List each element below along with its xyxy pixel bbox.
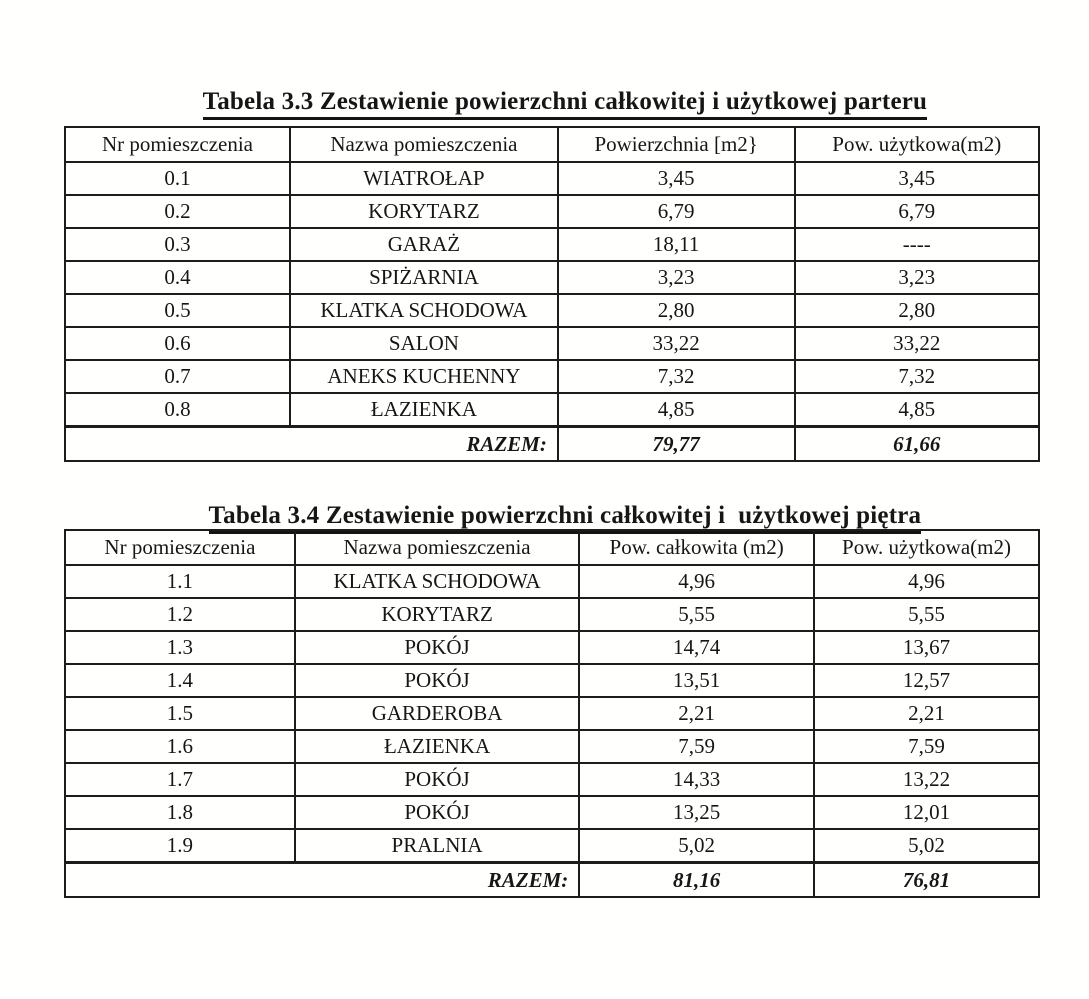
cell-nr: 0.3 (65, 228, 290, 261)
header-pow-uzytkowa: Pow. użytkowa(m2) (814, 530, 1039, 565)
cell-pow: 5,02 (579, 829, 814, 863)
cell-pow: 7,32 (558, 360, 795, 393)
cell-uzyt: 3,23 (795, 261, 1040, 294)
table-row (65, 664, 1039, 697)
cell-uzyt: 13,67 (814, 631, 1039, 664)
total-pow: 79,77 (558, 427, 795, 462)
cell-nazwa: POKÓJ (295, 631, 579, 664)
cell-uzyt: 13,22 (814, 763, 1039, 796)
table-header-row (65, 127, 1039, 162)
first-floor-area-table (64, 529, 1040, 898)
cell-pow: 5,55 (579, 598, 814, 631)
total-uzyt: 61,66 (795, 427, 1040, 462)
header-pow-calkowita: Pow. całkowita (m2) (579, 530, 814, 565)
table-row (65, 294, 1039, 327)
table-row (65, 261, 1039, 294)
cell-nazwa: KORYTARZ (295, 598, 579, 631)
table-row (65, 228, 1039, 261)
cell-uzyt: 12,57 (814, 664, 1039, 697)
total-pow: 81,16 (579, 863, 814, 898)
cell-uzyt: 33,22 (795, 327, 1040, 360)
cell-nazwa: WIATROŁAP (290, 162, 558, 195)
cell-nr: 0.7 (65, 360, 290, 393)
cell-nr: 0.1 (65, 162, 290, 195)
cell-nr: 1.6 (65, 730, 295, 763)
cell-uzyt: 4,96 (814, 565, 1039, 598)
cell-pow: 14,74 (579, 631, 814, 664)
cell-uzyt: 3,45 (795, 162, 1040, 195)
header-nr-pomieszczenia: Nr pomieszczenia (65, 530, 295, 565)
total-label: RAZEM: (65, 863, 579, 898)
cell-nazwa: PRALNIA (295, 829, 579, 863)
cell-nr: 1.5 (65, 697, 295, 730)
cell-nr: 1.2 (65, 598, 295, 631)
cell-nr: 1.1 (65, 565, 295, 598)
cell-nr: 0.5 (65, 294, 290, 327)
table-row (65, 327, 1039, 360)
header-nazwa-pomieszczenia: Nazwa pomieszczenia (295, 530, 579, 565)
cell-nr: 1.7 (65, 763, 295, 796)
cell-nazwa: KLATKA SCHODOWA (290, 294, 558, 327)
table-row (65, 730, 1039, 763)
cell-pow: 33,22 (558, 327, 795, 360)
header-nr-pomieszczenia: Nr pomieszczenia (65, 127, 290, 162)
cell-nazwa: POKÓJ (295, 796, 579, 829)
cell-nazwa: POKÓJ (295, 763, 579, 796)
table-row (65, 697, 1039, 730)
cell-uzyt: 12,01 (814, 796, 1039, 829)
table-row (65, 631, 1039, 664)
cell-nazwa: ŁAZIENKA (290, 393, 558, 427)
table-row (65, 360, 1039, 393)
cell-pow: 4,85 (558, 393, 795, 427)
cell-nazwa: GARDEROBA (295, 697, 579, 730)
table-row (65, 598, 1039, 631)
cell-pow: 18,11 (558, 228, 795, 261)
total-row (65, 427, 1039, 462)
cell-nr: 0.4 (65, 261, 290, 294)
cell-uzyt: 4,85 (795, 393, 1040, 427)
cell-nazwa: POKÓJ (295, 664, 579, 697)
cell-nazwa: SPIŻARNIA (290, 261, 558, 294)
cell-nazwa: KLATKA SCHODOWA (295, 565, 579, 598)
header-powierzchnia: Powierzchnia [m2} (558, 127, 795, 162)
cell-nr: 0.6 (65, 327, 290, 360)
total-label: RAZEM: (65, 427, 558, 462)
table-3-4-title-text: Tabela 3.4 Zestawienie powierzchni całkowitej i użytkowej piętra (209, 502, 922, 534)
table-row (65, 763, 1039, 796)
total-row (65, 863, 1039, 898)
table-header-row (65, 530, 1039, 565)
cell-nazwa: ANEKS KUCHENNY (290, 360, 558, 393)
cell-uzyt: 7,32 (795, 360, 1040, 393)
cell-pow: 7,59 (579, 730, 814, 763)
cell-pow: 3,45 (558, 162, 795, 195)
table-3-3-title-text: Tabela 3.3 Zestawienie powierzchni całkowitej i użytkowej parteru (203, 88, 928, 120)
table-row (65, 565, 1039, 598)
cell-nr: 1.3 (65, 631, 295, 664)
total-uzyt: 76,81 (814, 863, 1039, 898)
cell-nr: 1.4 (65, 664, 295, 697)
header-nazwa-pomieszczenia: Nazwa pomieszczenia (290, 127, 558, 162)
cell-nazwa: ŁAZIENKA (295, 730, 579, 763)
cell-uzyt: 2,21 (814, 697, 1039, 730)
cell-uzyt: 5,55 (814, 598, 1039, 631)
table-row (65, 162, 1039, 195)
cell-nr: 0.2 (65, 195, 290, 228)
table-row (65, 796, 1039, 829)
cell-uzyt: 6,79 (795, 195, 1040, 228)
cell-nr: 1.8 (65, 796, 295, 829)
table-row (65, 829, 1039, 863)
cell-nr: 1.9 (65, 829, 295, 863)
cell-pow: 4,96 (579, 565, 814, 598)
cell-nazwa: KORYTARZ (290, 195, 558, 228)
cell-nazwa: SALON (290, 327, 558, 360)
cell-pow: 3,23 (558, 261, 795, 294)
cell-nr: 0.8 (65, 393, 290, 427)
table-row (65, 195, 1039, 228)
cell-pow: 13,25 (579, 796, 814, 829)
cell-pow: 6,79 (558, 195, 795, 228)
cell-uzyt: 7,59 (814, 730, 1039, 763)
cell-pow: 2,80 (558, 294, 795, 327)
header-pow-uzytkowa: Pow. użytkowa(m2) (795, 127, 1040, 162)
table-row (65, 393, 1039, 427)
cell-uzyt: ---- (795, 228, 1040, 261)
cell-pow: 14,33 (579, 763, 814, 796)
cell-pow: 2,21 (579, 697, 814, 730)
ground-floor-area-table (64, 126, 1040, 462)
cell-nazwa: GARAŻ (290, 228, 558, 261)
cell-pow: 13,51 (579, 664, 814, 697)
cell-uzyt: 5,02 (814, 829, 1039, 863)
cell-uzyt: 2,80 (795, 294, 1040, 327)
